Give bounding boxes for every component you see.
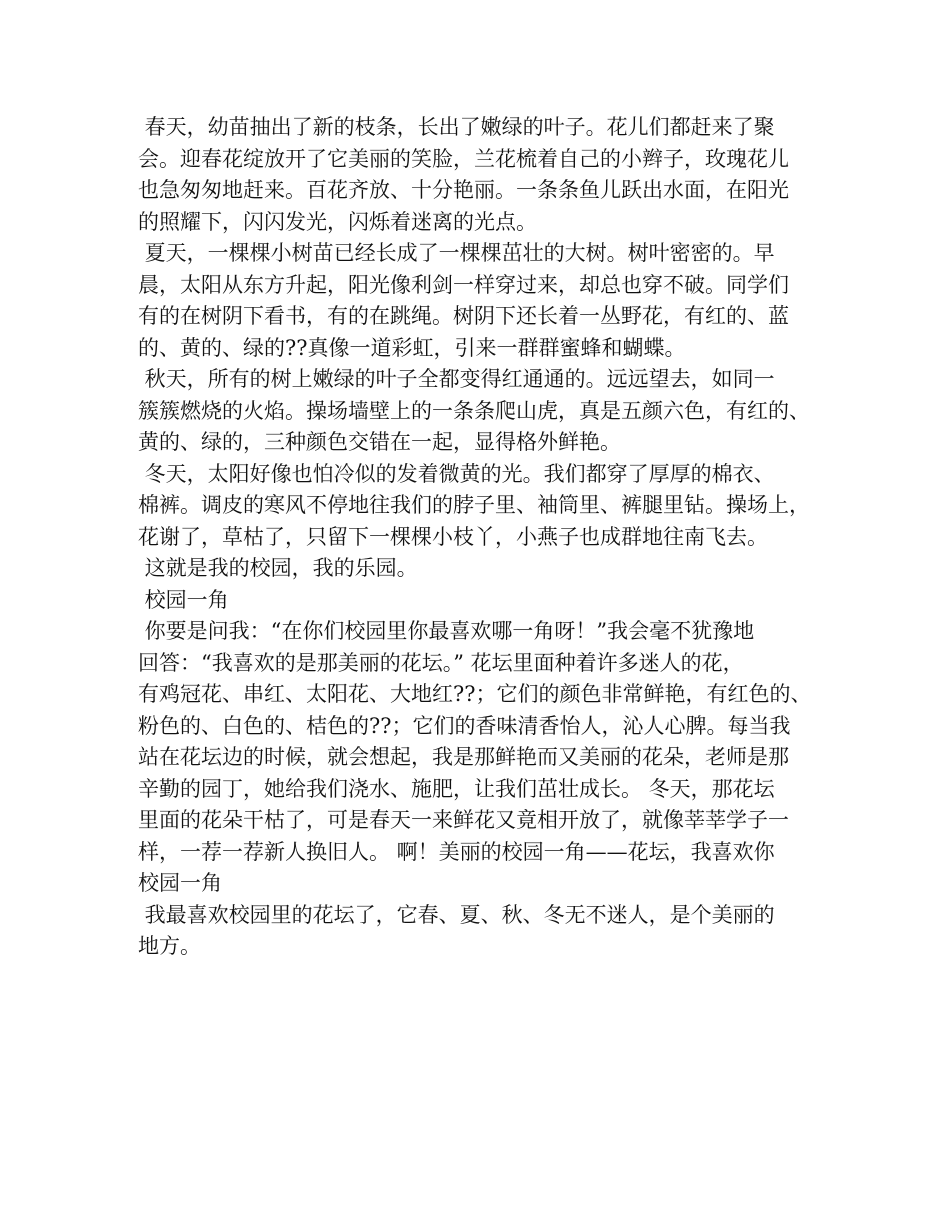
text-line: 里面的花朵干枯了，可是春天一来鲜花又竟相开放了，就像莘莘学子一 bbox=[138, 808, 789, 832]
text-line: 冬天，太阳好像也怕冷似的发着微黄的光。我们都穿了厚厚的棉衣、 bbox=[138, 461, 775, 486]
text-line: 花谢了，草枯了，只留下一棵棵小枝丫，小燕子也成群地往南飞去。 bbox=[138, 524, 768, 549]
text-line: 棉裤。调皮的寒风不停地往我们的脖子里、袖筒里、裤腿里钻。操场上， bbox=[138, 493, 810, 517]
text-line: 我最喜欢校园里的花坛了，它春、夏、秋、冬无不迷人，是个美丽的 bbox=[138, 902, 775, 927]
text-line: 夏天，一棵棵小树苗已经长成了一棵棵茁壮的大树。树叶密密的。早 bbox=[138, 241, 775, 265]
text-line: 晨，太阳从东方升起，阳光像利剑一样穿过来，却总也穿不破。同学们 bbox=[138, 272, 789, 297]
text-line: 会。迎春花绽放开了它美丽的笑脸，兰花梳着自己的小辫子，玫瑰花儿 bbox=[138, 146, 789, 171]
text-line: 有鸡冠花、串红、太阳花、大地红??；它们的颜色非常鲜艳，有红色的、 bbox=[138, 682, 812, 706]
text-line: 站在花坛边的时候，就会想起，我是那鲜艳而又美丽的花朵，老师是那 bbox=[138, 745, 789, 769]
text-line: 粉色的、白色的、桔色的??；它们的香味清香怡人，沁人心脾。每当我 bbox=[138, 713, 791, 738]
essay-text bbox=[138, 112, 838, 963]
text-line: 地方。 bbox=[138, 934, 201, 958]
text-line: 春天，幼苗抽出了新的枝条，长出了嫩绿的叶子。花儿们都赶来了聚 bbox=[138, 115, 775, 139]
text-line: 簇簇燃烧的火焰。操场墙壁上的一条条爬山虎，真是五颜六色，有红的、 bbox=[138, 398, 810, 423]
text-line: 你要是问我：“在你们校园里你最喜欢哪一角呀！”我会毫不犹豫地 bbox=[138, 619, 755, 643]
text-line: 这就是我的校园，我的乐园。 bbox=[138, 556, 418, 580]
text-line: 黄的、绿的，三种颜色交错在一起，显得格外鲜艳。 bbox=[138, 430, 621, 454]
section-heading: 校园一角 bbox=[138, 871, 222, 895]
text-line: 也急匆匆地赶来。百花齐放、十分艳丽。一条条鱼儿跃出水面，在阳光 bbox=[138, 178, 789, 202]
text-line: 回答：“我喜欢的是那美丽的花坛。” 花坛里面种着许多迷人的花， bbox=[138, 650, 744, 675]
section-heading: 校园一角 bbox=[138, 587, 229, 612]
text-line: 的、黄的、绿的??真像一道彩虹，引来一群群蜜蜂和蝴蝶。 bbox=[138, 335, 686, 360]
text-line: 秋天，所有的树上嫩绿的叶子全都变得红通通的。远远望去，如同一 bbox=[138, 367, 775, 391]
text-line: 样，一荐一荐新人换旧人。 啊！美丽的校园一角——花坛，我喜欢你 bbox=[138, 839, 775, 864]
text-line: 有的在树阴下看书，有的在跳绳。树阴下还长着一丛野花，有红的、蓝 bbox=[138, 304, 789, 328]
text-line: 的照耀下，闪闪发光，闪烁着迷离的光点。 bbox=[138, 209, 537, 234]
text-line: 辛勤的园丁，她给我们浇水、施肥，让我们茁壮成长。 冬天，那花坛 bbox=[138, 776, 775, 801]
